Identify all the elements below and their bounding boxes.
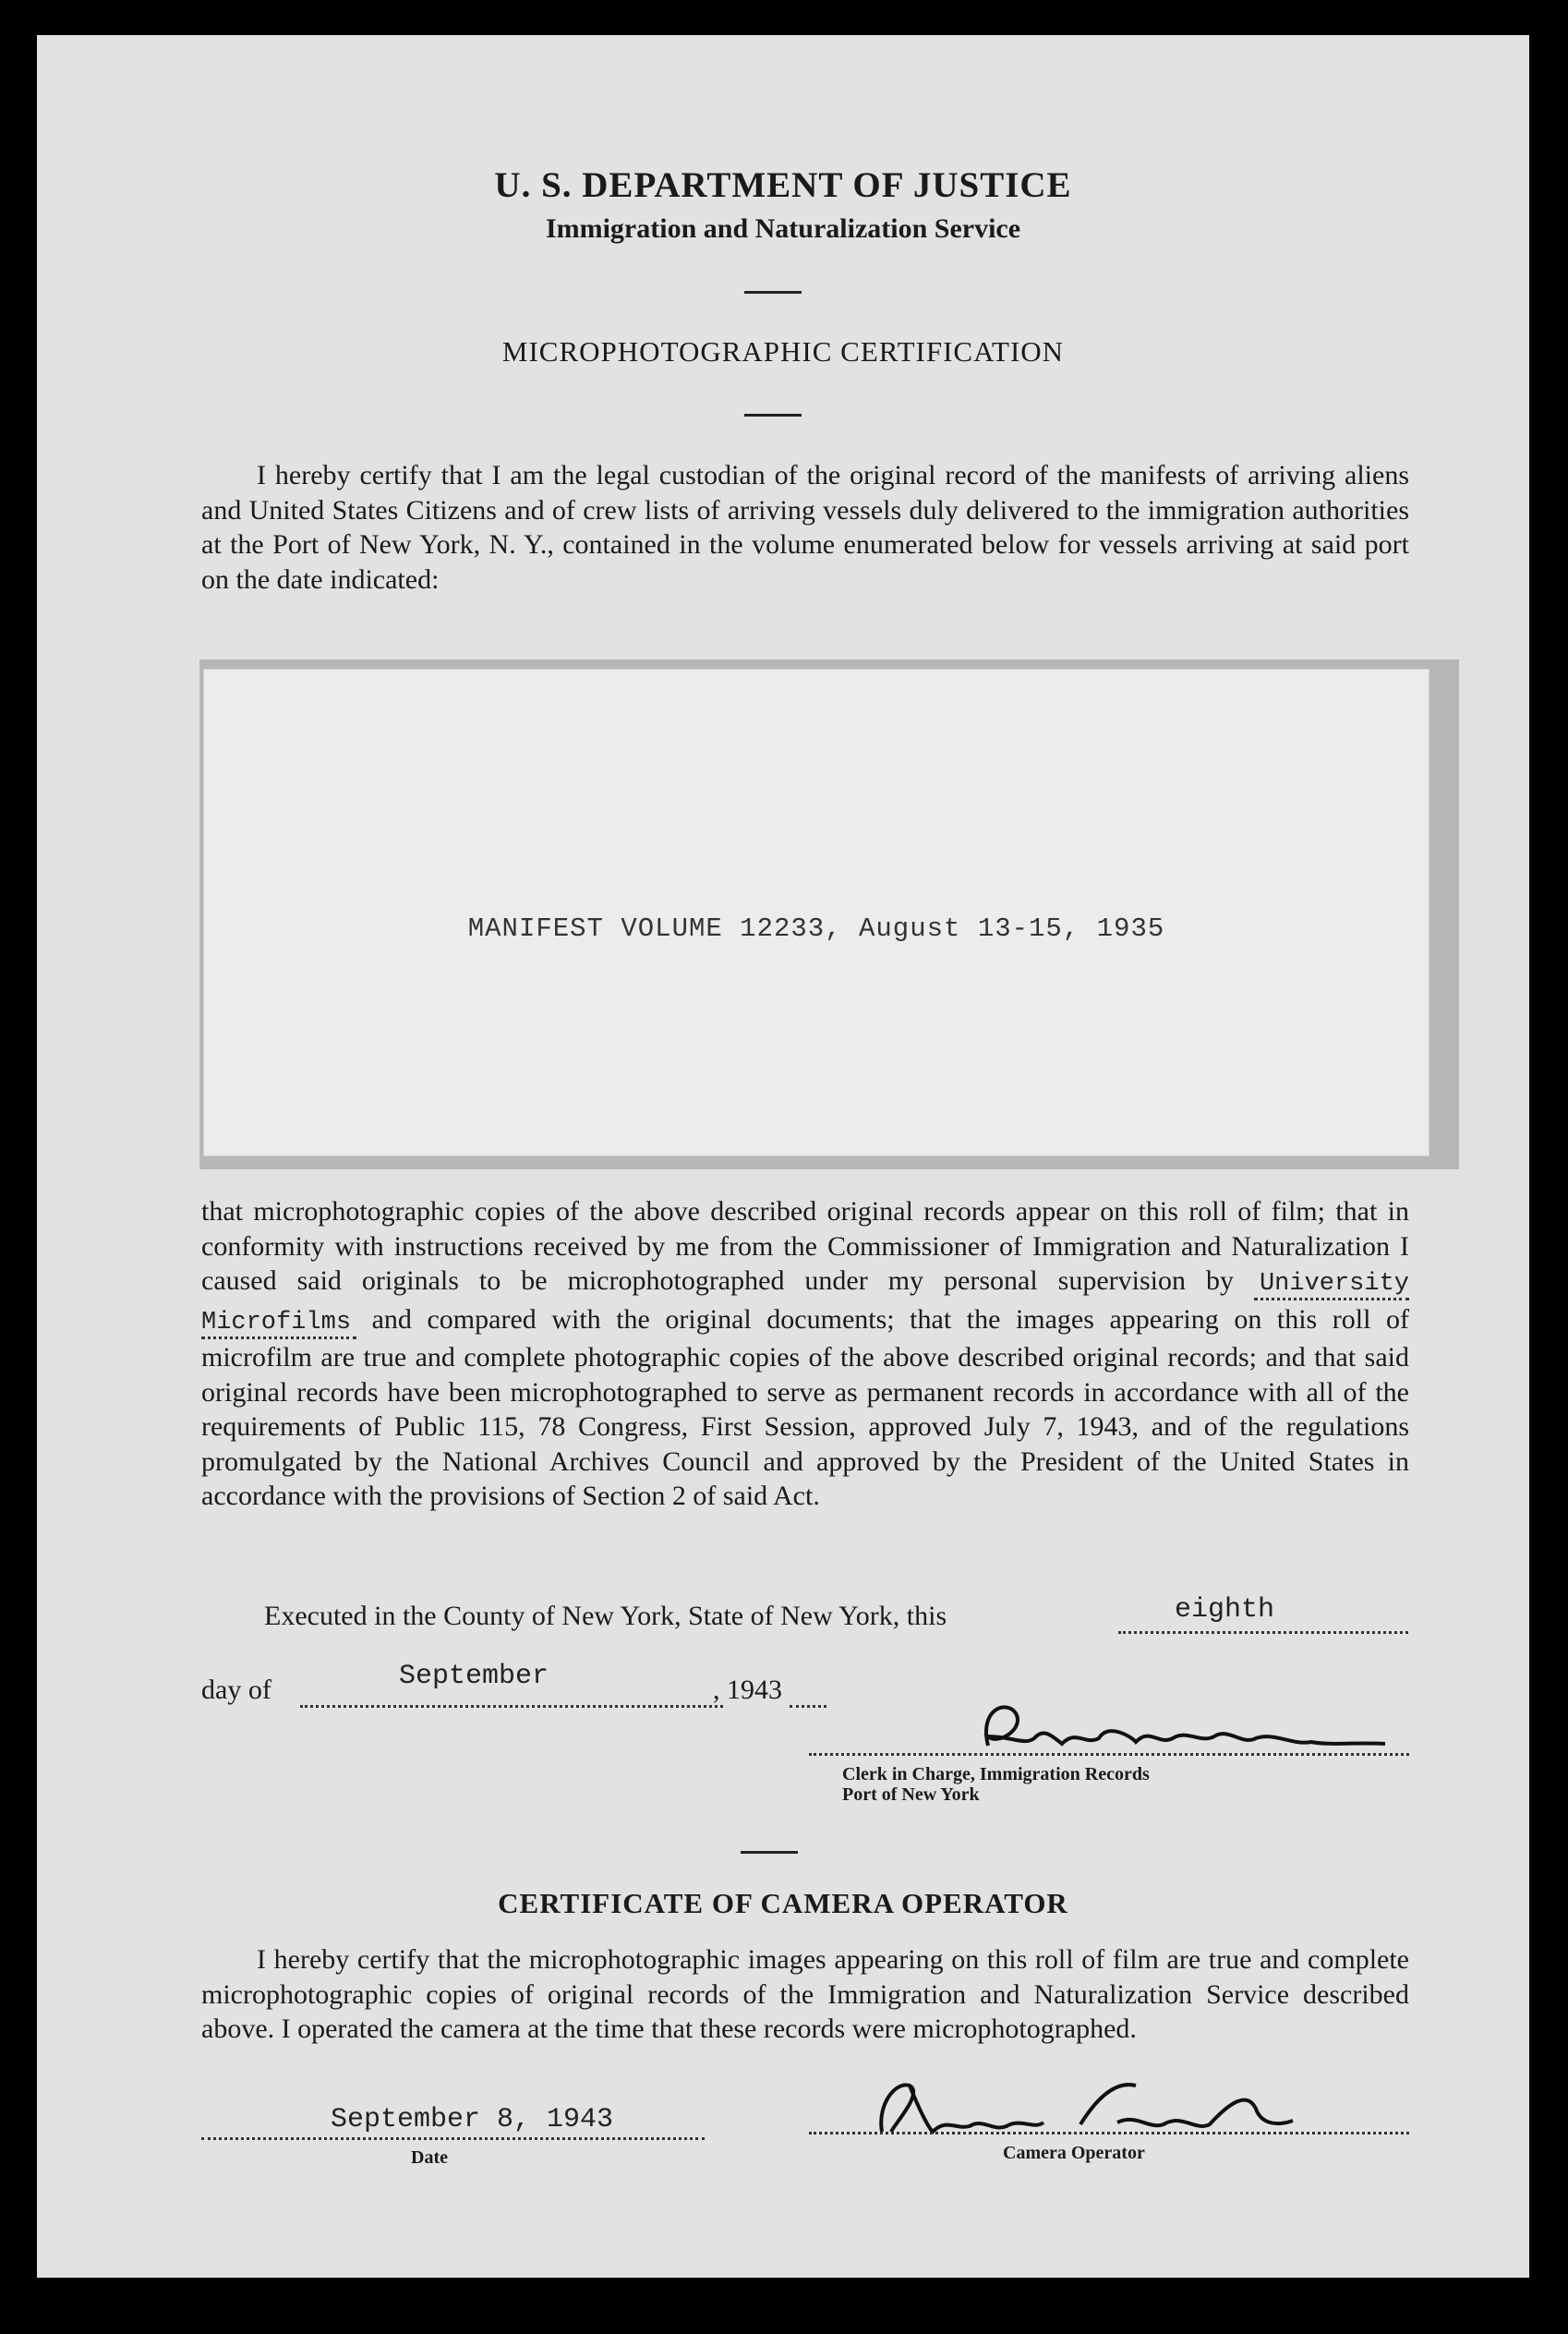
service-subheading: Immigration and Naturalization Service	[545, 213, 1021, 244]
divider-rule	[744, 291, 802, 294]
operator-certificate-title: CERTIFICATE OF CAMERA OPERATOR	[498, 1887, 1068, 1919]
date-dotted-line	[201, 2137, 705, 2140]
date-label: Date	[411, 2147, 448, 2168]
manifest-volume-text: MANIFEST VOLUME 12233, August 13-15, 1935	[467, 913, 1165, 944]
filmed-by-value: University Microfilms	[201, 1270, 1409, 1339]
body-text-part1: that microphotographic copies of the above described original records appear on this roll of film; that in conformity with instructions received by me from the Commissioner of Immigration and Naturalization I caused said originals to be microphotographed under my personal supervision by	[201, 1196, 1409, 1296]
body-text-part2: and compared with the original documents; that the images appearing on this roll of microfilm are true and complete photographic copies of the above described original records; and that said original records have been microphotographed to serve as permanent records in accordance with all of the requirements of Public 115, 78 Congress, First Session, approved July 7, 1943, and of the regulations promulgated by the National Archives Council and approved by the President of the United States in accordance with the provisions of Section 2 of said Act.	[201, 1303, 1410, 1511]
volume-card	[203, 669, 1429, 1156]
divider-rule	[741, 1851, 798, 1854]
year-prefix: , 194	[713, 1675, 768, 1705]
execution-day-value: eighth	[1175, 1594, 1275, 1626]
execution-year	[713, 1675, 782, 1706]
certification-title: MICROPHOTOGRAPHIC CERTIFICATION	[501, 335, 1065, 368]
year-suffix: 3	[768, 1675, 782, 1705]
month-dotted-line	[300, 1705, 723, 1708]
operator-signature-line	[809, 2132, 1409, 2134]
body-paragraph	[201, 1194, 1409, 1514]
camera-operator-label: Camera Operator	[1003, 2143, 1145, 2163]
clerk-signature-line	[809, 1753, 1409, 1756]
camera-operator-signature	[840, 2067, 1357, 2150]
day-of-label: day of	[201, 1675, 271, 1705]
divider-rule	[744, 414, 802, 417]
operator-text: I hereby certify that the microphotographic images appearing on this roll of film are true and complete microphotographic copies of original records of the Immigration and Naturalization Service described above. I operated the camera at the time that these records were microphotographed.	[201, 1944, 1409, 2044]
department-heading: U. S. DEPARTMENT OF JUSTICE	[494, 165, 1072, 205]
execution-prefix: Executed in the County of New York, State of New York, this	[264, 1601, 947, 1631]
clerk-signature	[923, 1681, 1422, 1773]
certificate-page	[37, 35, 1529, 2278]
execution-month-value: September	[399, 1661, 549, 1692]
clerk-title-line2: Port of New York	[842, 1784, 980, 1805]
operator-date-value: September 8, 1943	[331, 2104, 614, 2135]
intro-paragraph	[201, 458, 1409, 597]
clerk-title-line1: Clerk in Charge, Immigration Records	[842, 1764, 1150, 1784]
year-dotted-line	[790, 1705, 826, 1708]
intro-text: I hereby certify that I am the legal custodian of the original record of the manifests of arriving aliens and United States Citizens and of crew lists of arriving vessels duly delivered to the immigration authorities at the Port of New York, N. Y., contained in the volume enumerated below for vessels arriving at said port on the date indicated:	[201, 460, 1409, 595]
day-dotted-line	[1118, 1631, 1408, 1634]
operator-paragraph	[201, 1942, 1409, 2047]
